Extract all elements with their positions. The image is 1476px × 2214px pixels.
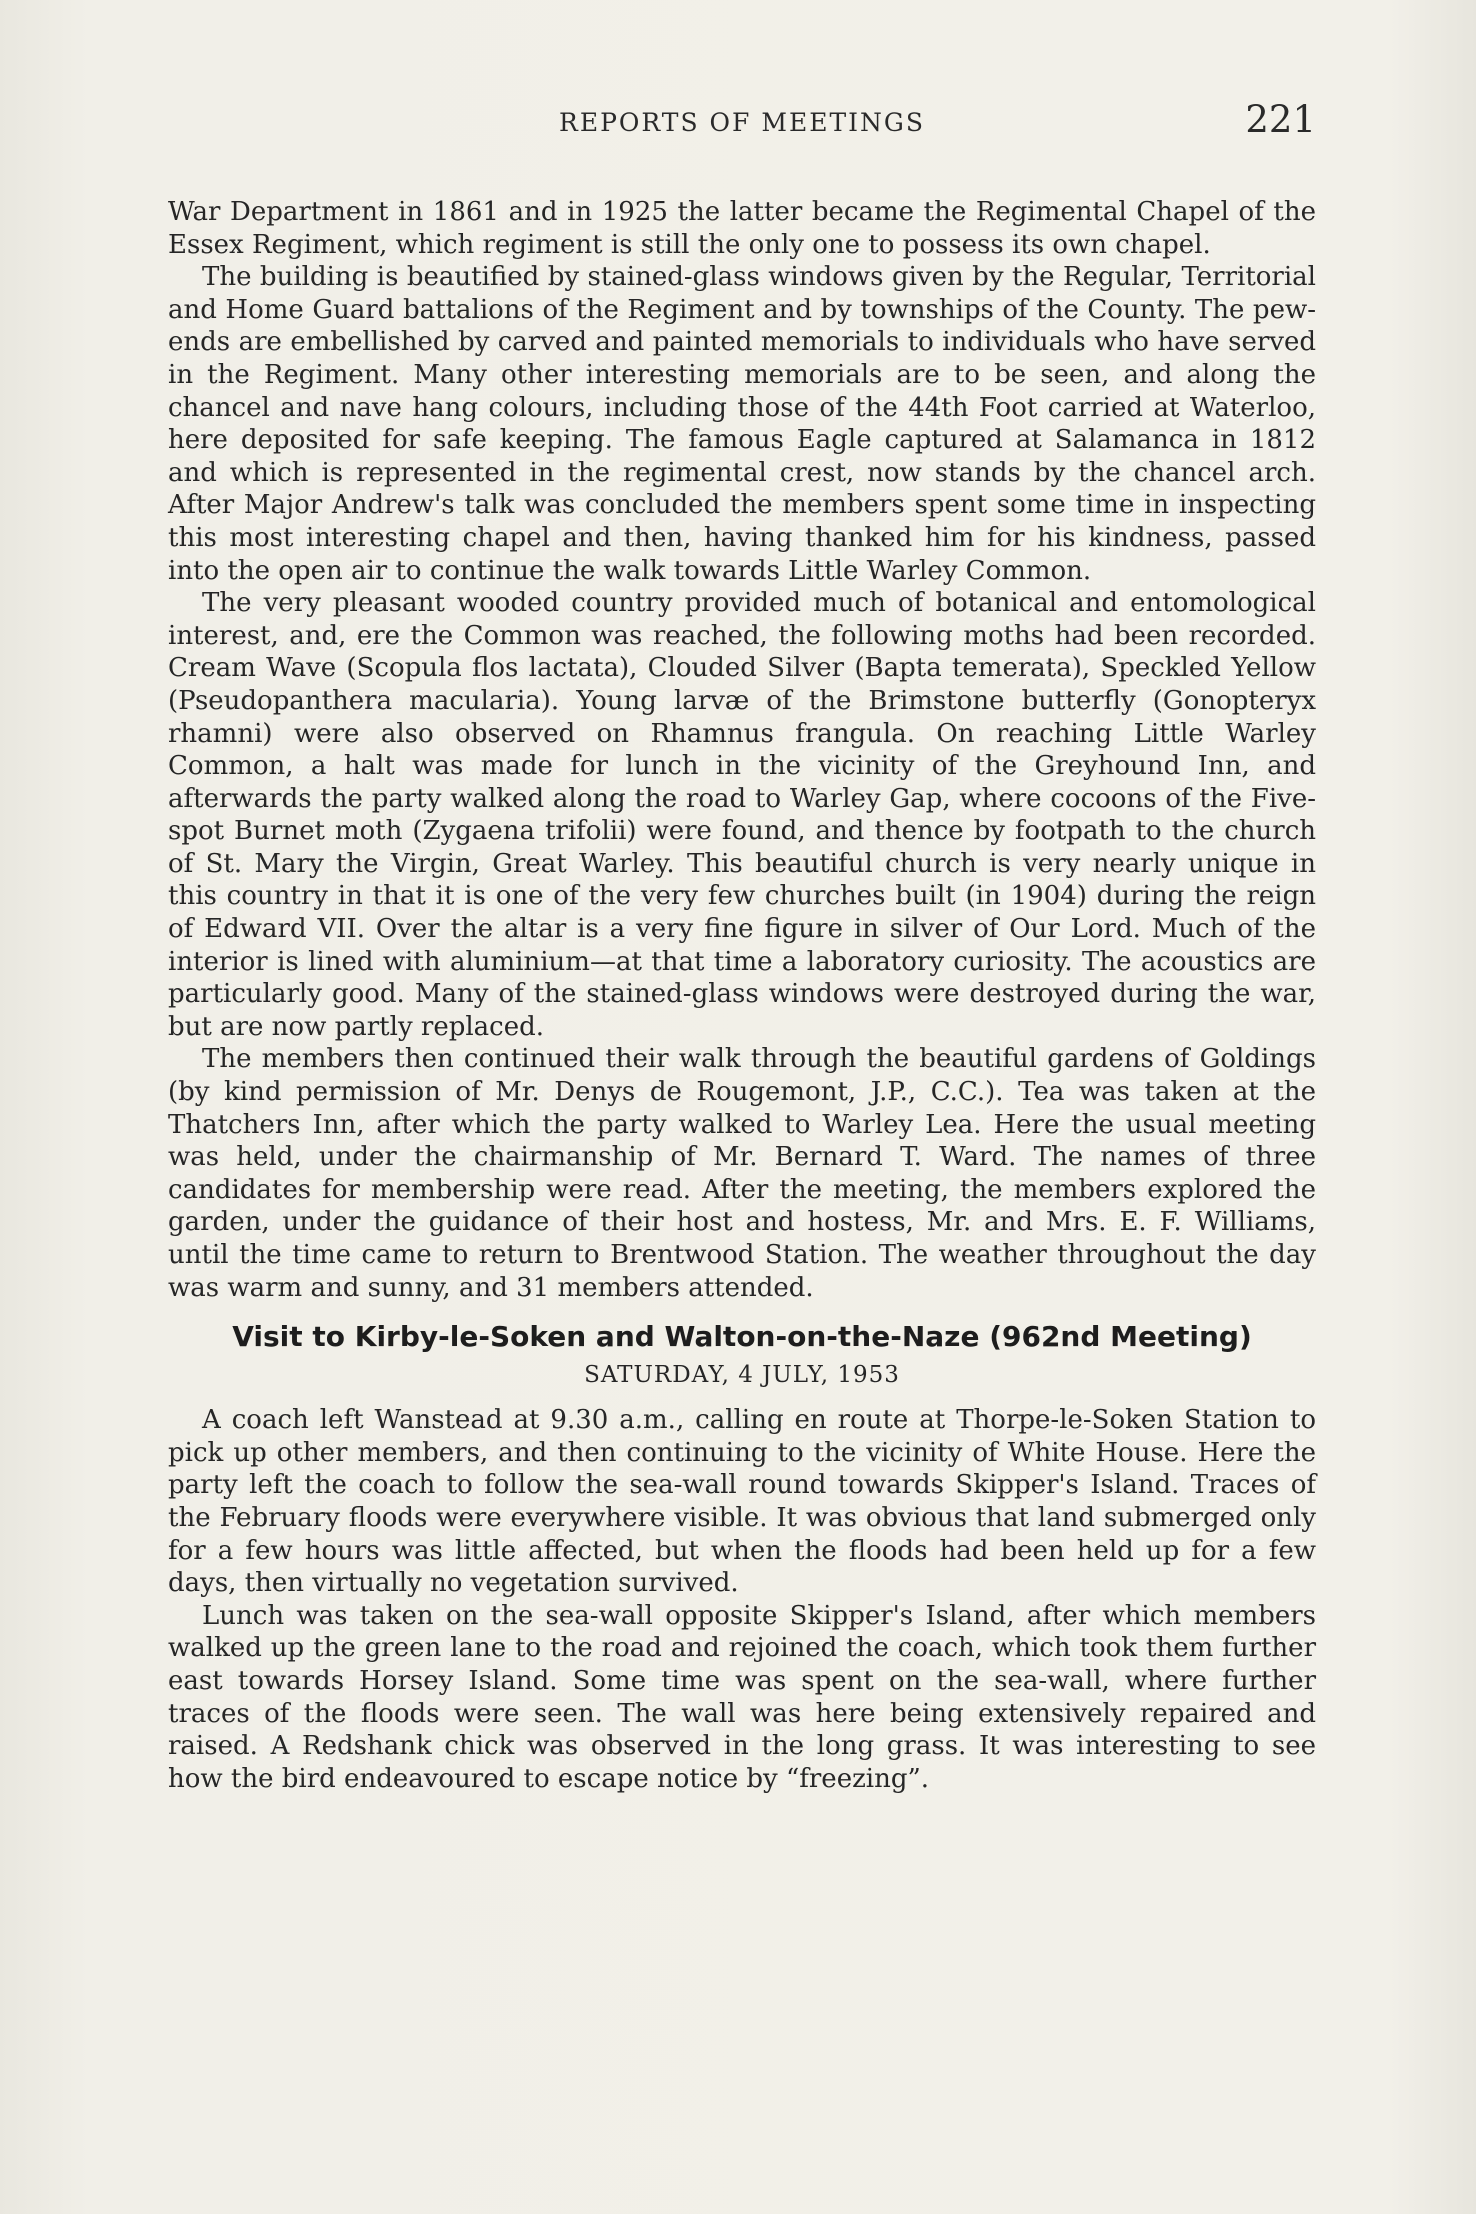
section-date: SATURDAY, 4 JULY, 1953 [584,1362,900,1389]
body-paragraph-1: War Department in 1861 and in 1925 the latter became the Regimental Chapel of the Essex Regiment, which regiment is still the only one to possess its own chapel. [168,197,1316,260]
body-paragraph-4: The members then continued their walk through the beautiful gardens of Goldings (by kind permission of Mr. Denys de Rougemont, J.P., C.C.). Tea was taken at the Thatchers Inn, after which the party walked to Warley Lea. Here the usual meeting was held, under the chairmanship of Mr. Bernard T. Ward. The names of three candidates for membership were read. After the meeting, the members explored the garden, under the guidance of their host and hostess, Mr. and Mrs. E. F. Williams, until the time came to return to Brentwood Station. The weather throughout the day was warm and sunny, and 31 members attended. [168,1044,1316,1303]
page-header [168,98,1316,146]
section-paragraph-1: A coach left Wanstead at 9.30 a.m., calling en route at Thorpe-le-Soken Station to pick up other members, and then continuing to the vicinity of White House. Here the party left the coach to follow the sea-wall round towards Skipper's Island. Traces of the February floods were everywhere visible. It was obvious that land submerged only for a few hours was little affected, but when the floods had been held up for a few days, then virtually no vegetation survived. [168,1405,1316,1599]
page-content [168,196,1316,1795]
running-head: REPORTS OF MEETINGS [559,108,925,137]
section-paragraph-2: Lunch was taken on the sea-wall opposite Skipper's Island, after which members walked up the green lane to the road and rejoined the coach, which took them further east towards Horsey Island. Some time was spent on the sea-wall, where further traces of the floods were seen. The wall was here being extensively repaired and raised. A Redshank chick was observed in the long grass. It was interesting to see how the bird endeavoured to escape notice by “freezing”. [168,1600,1316,1794]
body-paragraph-2: The building is beautified by stained-glass windows given by the Regular, Territorial and Home Guard battalions of the Regiment and by townships of the County. The pew-ends are embellished by carved and painted memorials to individuals who have served in the Regiment. Many other interesting memorials are to be seen, and along the chancel and nave hang colours, including those of the 44th Foot carried at Waterloo, here deposited for safe keeping. The famous Eagle captured at Salamanca in 1812 and which is represented in the regimental crest, now stands by the chancel arch. After Major Andrew's talk was concluded the members spent some time in inspecting this most interesting chapel and then, having thanked him for his kindness, passed into the open air to continue the walk towards Little Warley Common. [168,262,1316,586]
section-heading: Visit to Kirby-le-Soken and Walton-on-the-Naze (962nd Meeting) [232,1320,1252,1354]
body-paragraph-3: The very pleasant wooded country provided much of botanical and entomological interest, and, ere the Common was reached, the following moths had been recorded. Cream Wave (Scopula flos lactata), Clouded Silver (Bapta temerata), Speckled Yellow (Pseudopanthera macularia). Young larvæ of the Brimstone butterfly (Gonopteryx rhamni) were also observed on Rhamnus frangula. On reaching Little Warley Common, a halt was made for lunch in the vicinity of the Greyhound Inn, and afterwards the party walked along the road to Warley Gap, where cocoons of the Five-spot Burnet moth (Zygaena trifolii) were found, and thence by footpath to the church of St. Mary the Virgin, Great Warley. This beautiful church is very nearly unique in this country in that it is one of the very few churches built (in 1904) during the reign of Edward VII. Over the altar is a very fine figure in silver of Our Lord. Much of the interior is lined with aluminium—at that time a laboratory curiosity. The acoustics are particularly good. Many of the stained-glass windows were destroyed during the war, but are now partly replaced. [168,588,1316,1042]
page-number: 221 [1245,98,1316,141]
